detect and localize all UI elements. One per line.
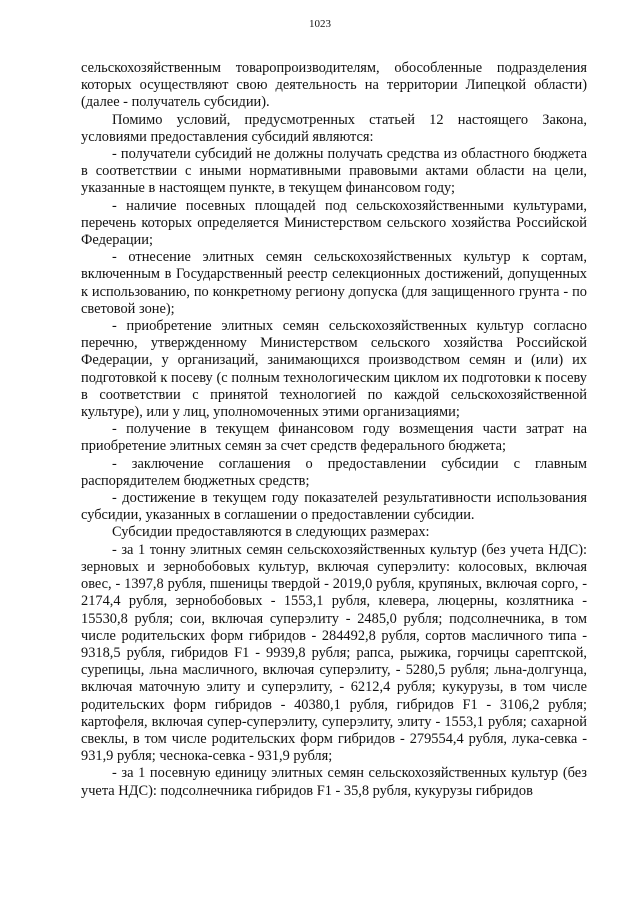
paragraph: - за 1 посевную единицу элитных семян сельскохозяйственных культур (без учета НДС): подсолнечника гибридов F1 - 35,8 рубля, кукурузы гибридов: [81, 765, 587, 799]
page-number: 1023: [309, 18, 331, 30]
paragraph: - заключение соглашения о предоставлении субсидии с главным распорядителем бюджетных средств;: [81, 455, 587, 489]
paragraph: - приобретение элитных семян сельскохозяйственных культур согласно перечню, утвержденному Министерством сельского хозяйства Российской Федерации, у организаций, занимающихся производством семян и (или) их подготовкой к посеву (с полным технологическим циклом их подготовки к посеву в соответствии с принятой технологией по каждой сельскохозяйственной культуре), или у лиц, уполномоченных этими организациями;: [81, 318, 587, 421]
paragraph: - получатели субсидий не должны получать средства из областного бюджета в соответствии с иными нормативными правовыми актами области на цели, указанные в настоящем пункте, в текущем финансовом году;: [81, 146, 587, 197]
paragraph: - достижение в текущем году показателей результативности использования субсидии, указанных в соглашении о предоставлении субсидии.: [81, 490, 587, 524]
paragraph: сельскохозяйственным товаропроизводителям, обособленные подразделения которых осуществляют свою деятельность на территории Липецкой области) (далее - получатель субсидии).: [81, 60, 587, 111]
paragraph: - отнесение элитных семян сельскохозяйственных культур к сортам, включенным в Государственный реестр селекционных достижений, допущенных к использованию, по конкретному региону допуска (для защищенного грунта - по световой зоне);: [81, 249, 587, 317]
paragraph: Помимо условий, предусмотренных статьей 12 настоящего Закона, условиями предоставления субсидий являются:: [81, 111, 587, 145]
paragraph: - получение в текущем финансовом году возмещения части затрат на приобретение элитных семян за счет средств федерального бюджета;: [81, 421, 587, 455]
paragraph: Субсидии предоставляются в следующих размерах:: [112, 524, 430, 541]
paragraph: - за 1 тонну элитных семян сельскохозяйственных культур (без учета НДС): зерновых и зернобобовых культур, включая суперэлиту: колосовых, включая овес, - 1397,8 рубля, пшеницы твердой - 2019,0 рубля, крупяных, включая сорго, - 2174,4 рубля, зернобобовых - 1553,1 рубля, клевера, люцерны, козлятника - 15530,8 рубля; сои, включая суперэлиту - 2485,0 рубля; подсолнечника, в том числе родительских форм гибридов - 284492,8 рубля, сортов масличного типа - 9318,5 рубля, гибридов F1 - 9939,8 рубля; рапса, рыжика, горчицы сарептской, сурепицы, льна масличного, включая суперэлиту, - 5280,5 рубля; льна-долгунца, включая маточную элиту и суперэлиту, - 6212,4 рубля; кукурузы, в том числе родительских форм гибридов - 40380,1 рубля, гибридов F1 - 3106,2 рубля; картофеля, включая супер-суперэлиту, суперэлиту, элиту - 1553,1 рубля; сахарной свеклы, в том числе родительских форм гибридов - 279554,4 рубля, лука-севка - 931,9 рубля; чеснока-севка - 931,9 рубля;: [81, 541, 587, 765]
paragraph: - наличие посевных площадей под сельскохозяйственными культурами, перечень которых определяется Министерством сельского хозяйства Российской Федерации;: [81, 197, 587, 249]
document-body: [81, 60, 587, 800]
